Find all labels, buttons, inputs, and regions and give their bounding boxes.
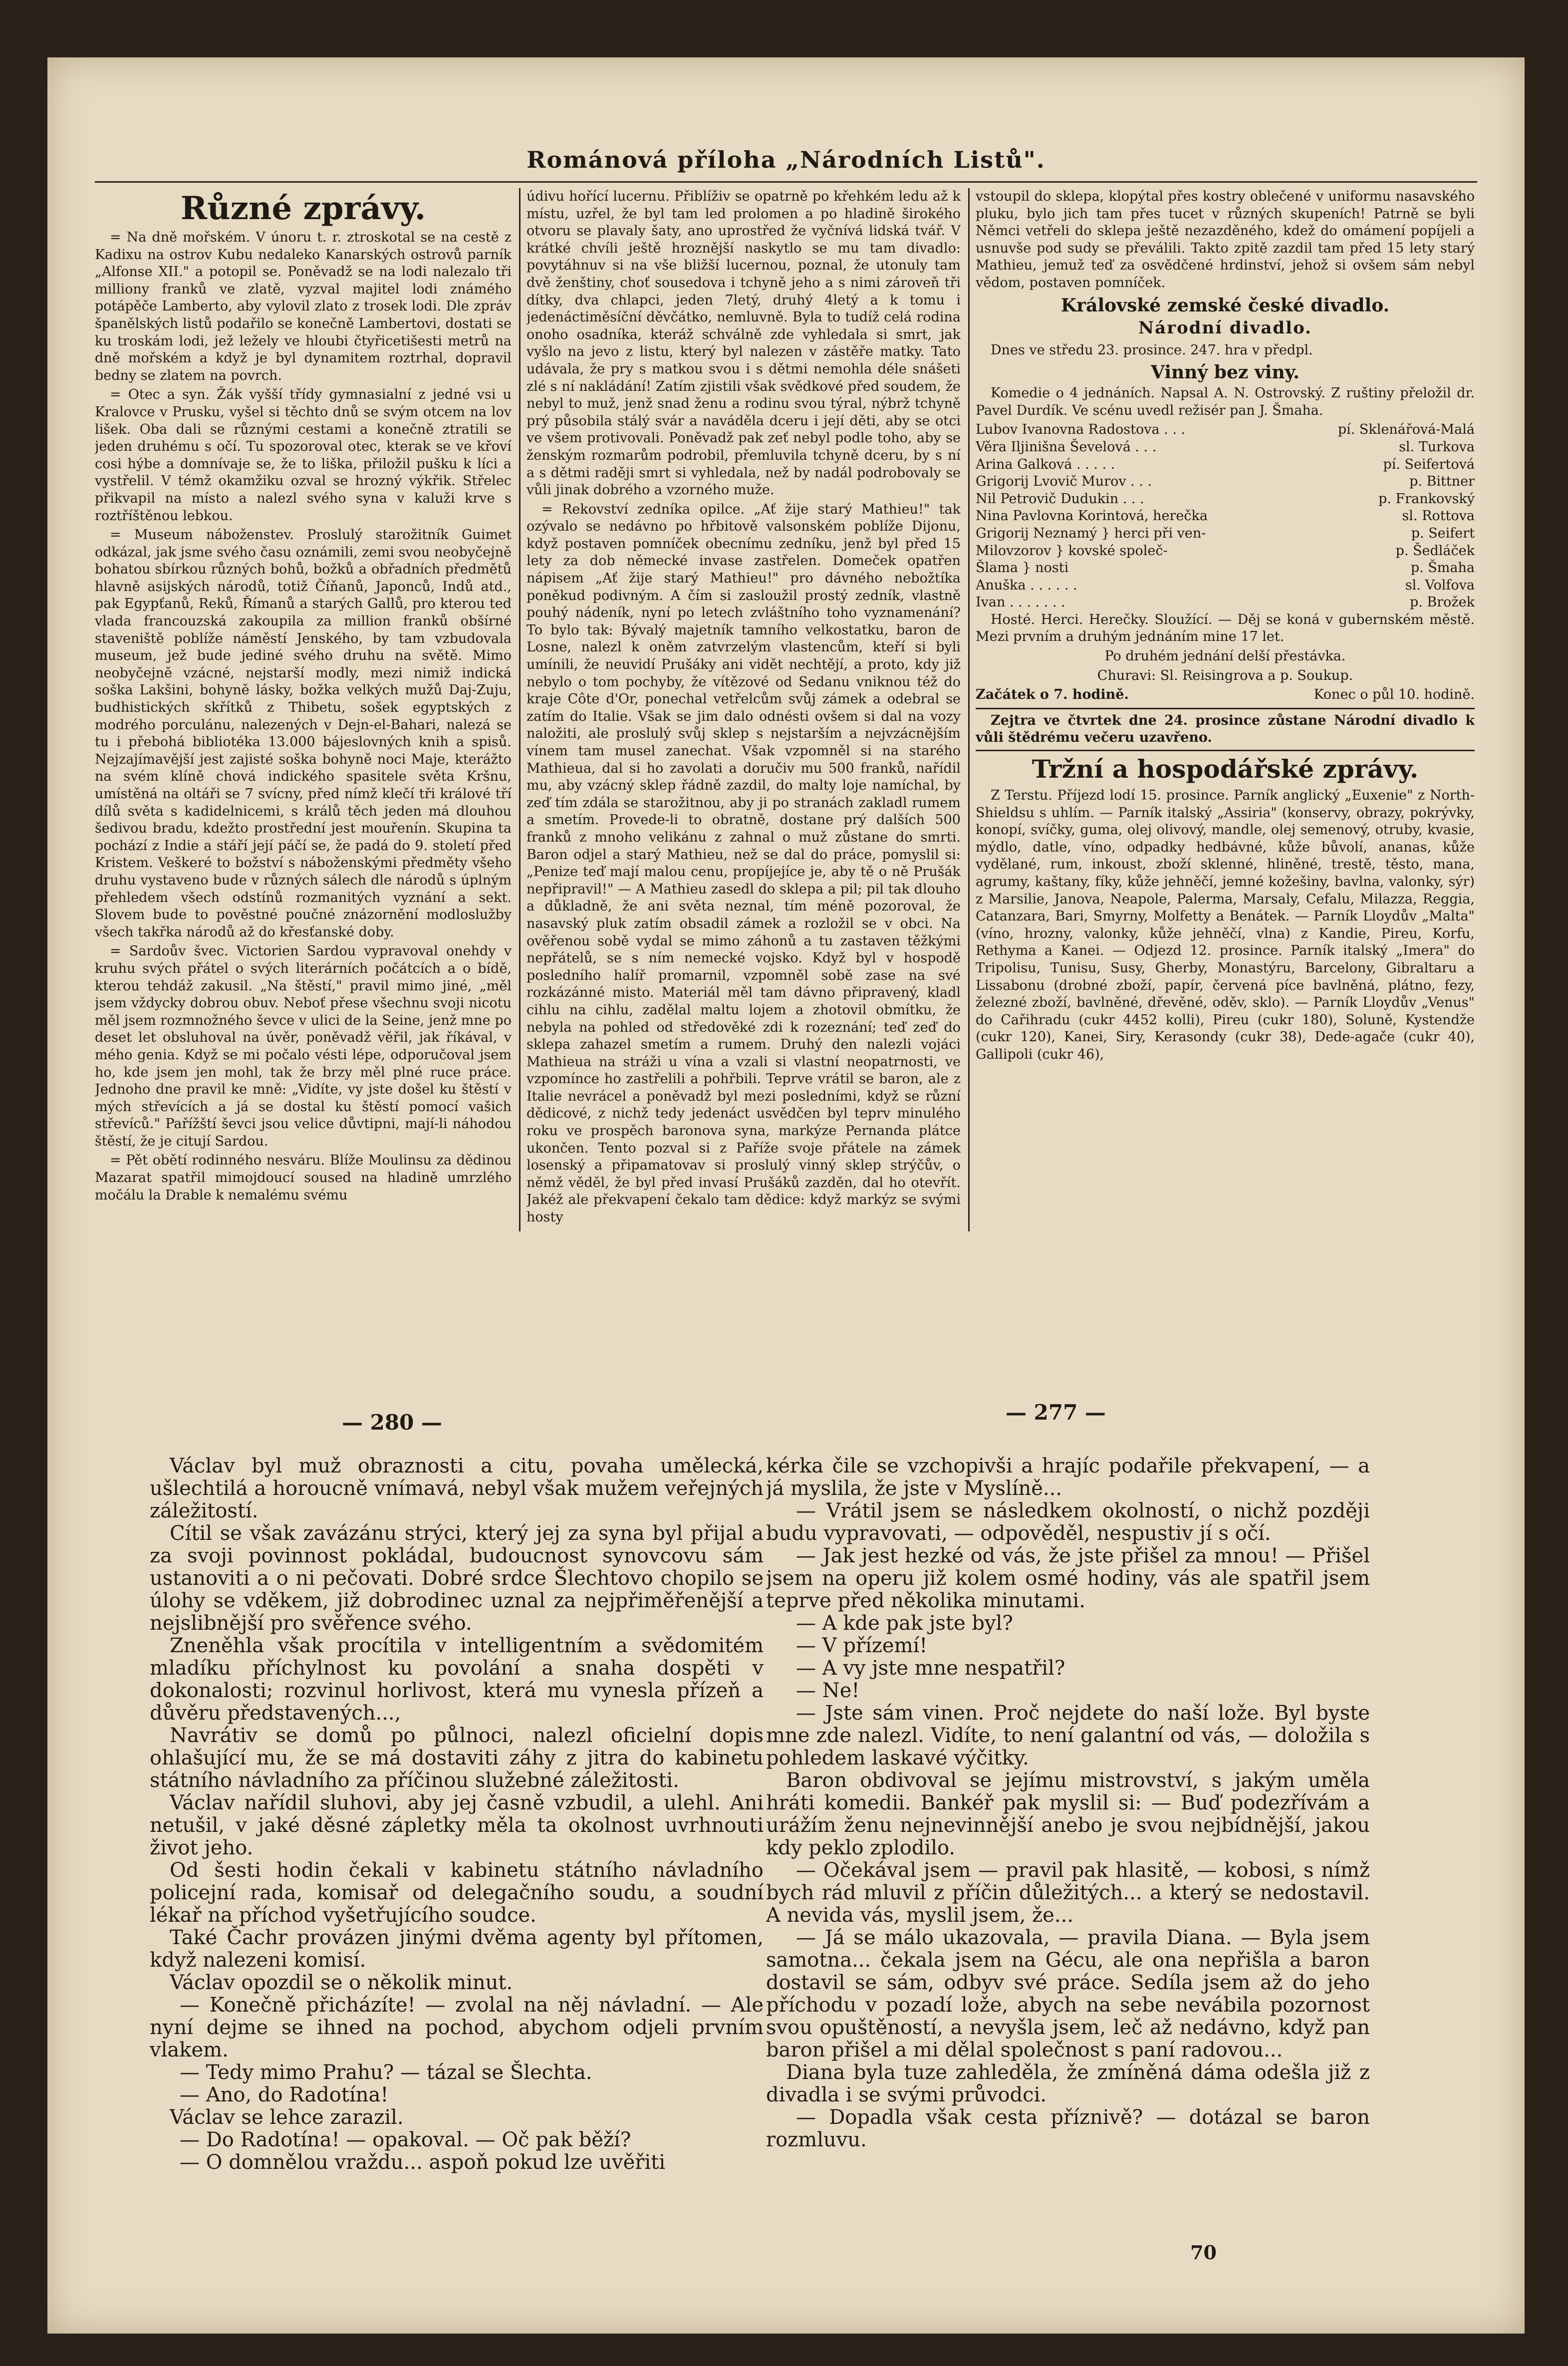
column-2 <box>526 188 961 1234</box>
cast-role: Nil Petrovič Dudukin . . . <box>976 491 1144 507</box>
cast-role: Nina Pavlovna Korintová, herečka <box>976 508 1208 524</box>
article-sardouv-svec: = Sardoův švec. Victorien Sardou vypravoval onehdy v kruhu svých přátel o svých literárních počátcích a o bídě, kterou tehdáž zakusil. „Na štěstí," pravil mimo jiné, „měl jsem vždycky dobrou obuv. Neboť přese všechnu svoji nicotu měl jsem rozmnožného ševce v ulici de la Seine, jenž mne po deset let obsluhoval na úvěr, poněvadž věřil, jak říkával, v mého genia. Když se mi počalo vésti lépe, odporučoval jsem ho, kde jsem jen mohl, tak že brzy měl plné ruce práce. Jednoho dne pravil ke mně: „Vidíte, vy jste došel ku štěstí v mých střevících a já se dostal ku štěstí pomocí vašich střevíců." Pařížští ševci jsou velice důvtipni, mají-li náhodou štěstí, že je citují Sardou. <box>95 943 512 1149</box>
novel-dialogue: — Očekával jsem — pravil pak hlasitě, — kobosi, s nímž bych rád mluvil z příčin důležitých... a který se nedostavil. A nevida vás, myslil jsem, že... <box>766 1859 1370 1927</box>
header-rule <box>95 181 1477 183</box>
theatre-rule <box>976 708 1475 709</box>
cast-actor: p. Brožek <box>1409 594 1475 610</box>
novel-left-column <box>150 1455 764 2279</box>
closing-notice: Zejtra ve čtvrtek dne 24. prosince zůstane Národní divadlo k vůli štědrému večeru uzavřeno. <box>976 712 1475 746</box>
novel-dialogue: — V přízemí! <box>796 1634 928 1657</box>
cast-row <box>976 421 1475 439</box>
cast-row <box>976 456 1475 474</box>
novel-dialogue: — Vrátil jsem se následkem okolností, o nichž později budu vypravovati, — odpověděl, nespustiv jí s očí. <box>766 1499 1370 1545</box>
cast-actor: pí. Sklenářová-Malá <box>1337 422 1475 438</box>
novel-right-column <box>766 1455 1370 2234</box>
novel-paragraph: Baron obdivoval se jejímu mistrovství, s jakým uměla hráti komedii. Bankéř pak myslil si: — Buď podezřívám a urážím ženu nejnevinnější anebo je svou nejbídnější, jakou kdy peklo zplodilo. <box>766 1769 1370 1859</box>
novel-paragraph: Od šesti hodin čekali v kabinetu státního návladního policejní rada, komisař od delegačního soudu, a soudní lékař na příchod vyšetřujícího soudce. <box>150 1859 764 1927</box>
novel-dialogue: — Tedy mimo Prahu? — tázal se Šlechta. <box>180 2061 592 2084</box>
churavi-note: Churavi: Sl. Reisingrova a p. Soukup. <box>1097 667 1353 683</box>
newspaper-page <box>47 57 1525 2334</box>
novel-paragraph: Navrátiv se domů po půlnoci, nalezl oficielní dopis ohlašující mu, že se má dostaviti záhy z jitra do kabinetu státního návladního za příčinou služebné záležitosti. <box>150 1724 764 1792</box>
cast-role: Šlama } nosti <box>976 560 1069 576</box>
novel-dialogue: — Jak jest hezké od vás, že jste přišel za mnou! — Přišel jsem na operu již kolem osmé hodiny, vás ale spatřil jsem teprve před několika minutami. <box>766 1544 1370 1612</box>
novel-dialogue: — Jste sám vinen. Proč nejdete do naší lože. Byl byste mne zde nalezl. Vidíte, to není galantní od vás, — doložila s pohledem laskavé výčitky. <box>766 1702 1370 1770</box>
novel-dialogue: — O domnělou vraždu... aspoň pokud lze uvěřiti <box>180 2151 666 2174</box>
novel-paragraph: Také Čachr provázen jinými dvěma agenty byl přítomen, když nalezeni komisí. <box>150 1926 764 1972</box>
cast-note: Hosté. Herci. Herečky. Sloužící. — Děj se koná v gubernském městě. Mezi prvním a druhým jednáním mine 17 let. <box>976 611 1475 645</box>
column-divider-2 <box>968 188 970 1231</box>
cast-role: Grigorij Lvovič Murov . . . <box>976 474 1152 490</box>
cast-row <box>976 439 1475 456</box>
cast-actor: p. Šedláček <box>1395 543 1475 559</box>
play-description: Komedie o 4 jednáních. Napsal A. N. Ostrovský. Z ruštiny přeložil dr. Pavel Durdík. Ve scénu uvedl režisér pan J. Šmaha. <box>976 385 1475 418</box>
novel-dialogue: — Konečně přicházíte! — zvolal na něj návladní. — Ale nyní dejme se ihned na pochod, abychom odjeli prvním vlakem. <box>150 1994 764 2062</box>
performance-line: Dnes ve středu 23. prosince. 247. hra v předpl. <box>991 342 1313 358</box>
page-number-left: — 280 — <box>342 1410 442 1435</box>
novel-dialogue: — A kde pak jste byl? <box>796 1612 1013 1635</box>
cast-row <box>976 577 1475 594</box>
article-continued: údivu hořící lucernu. Přiblíživ se opatrně po křehkém ledu až k místu, uzřel, že byl tam led prolomen a po hladině širokého otvoru se plavaly šaty, ano uprostřed že vyčnívá lidská tvář. V krátké chvíli ještě hroznější naskytlo se mu tam divadlo: povytáhnuv si na vše bližší lucernou, poznal, že utonuly tam dvě ženštiny, choť sousedova i tchyně jeho a s nimi zároveň tři dítky, dva chlapci, jeden 7letý, druhý 4letý a k tomu i jedenáctiměsíční děvčátko, nemluvně. Byla to tudíž celá rodina onoho osadníka, kteráž schválně zde vyhledala si smrt, jak vyšlo na jevo z listu, který byl nalezen v zástěře matky. Tato udávala, že pry s matkou svou i s dětmi nemohla déle snášeti zlé s ní nakládání! Zatím zjistili však svědkové před soudem, že nebyl to muž, jenž snad ženu a rodinu svou týral, nýbrž tchyně prý působila stálý svár a naváděla dceru i její děti, aby se otci ve všem protivovali. Poněvadž pak zeť nebyl podle toho, aby se ženským rozmarům podrobil, přemluvila tchyně dceru, by s ní a s dětmi raději smrt si vyhledala, než by nadál podrobovaly se vůli jinak dobrého a vzorného muže. <box>526 189 961 498</box>
page-header: Románová příloha „Národních Listů". <box>526 146 1045 173</box>
cast-role: Lubov Ivanovna Radostova . . . <box>976 422 1186 438</box>
article-rekovstvi-zednika: = Rekovství zedníka opilce. „Ať žije starý Mathieu!" tak ozývalo se nedávno po hřbitově valsonském poblíže Dijonu, když postaven pomníček obecnímu zedníku, jenž byl před 15 lety za dob německé invase zastřelen. Domeček opatřen nápisem „Ať žije starý Mathieu!" pro dávného nebožtíka poněkud podivným. A čím si zasloužil prostý zedník, vlastně pouhý nádeník, nyní po letech zvláštního toho vyznamenání? To bylo tak: Bývalý majetník tamního velkostatku, baron de Losne, nalezl k oněm zatvrzelým vlastencům, kteří si byli umínili, že neuvidí Prušáky ani vidět nechtějí, a proto, kdy již nebylo o tom pochyby, že vítězové od Sedanu vniknou též do kraje Côte d'Or, ponechal vetřelcům svůj zámek a odebral se zatím do Italie. Však se jim dalo odnésti ovšem si dal na vozy naložiti, ale proslulý svůj sklep s nejstarším a nejvzácnějším vínem tam musel zanechat. Však vzpomněl si na starého Mathieua, dal si ho zavolati a doručiv mu 500 franků, nařídil mu, aby vzácný sklep řádně zazdil, do malty loje namíchal, by zeď tím zdála se starožitnou, aby ji po stranách zakladl rumem a smetím. Provede-li to obratně, dostane prý dalších 500 franků z mnoho velikánu z zahnal o muž zůstane do smrti. Baron odjel a starý Mathieu, než se dal do práce, pomyslil si: „Penize teď mají malou cenu, propíjejíce je, aby tě o ně Prušák nepřipravil!" — A Mathieu zasedl do sklepa a pil; pil tak dlouho a důkladně, že ani světa neznal, tím méně pozoroval, že nasavský pluk zatím obsadil zámek a rozložil se v obci. Na ověřenou sobě vydal se mimo záhonů a tu zastaven těžkými nepřátelů, se s ním nemecké vojsko. Když byl v hospodě posledního halíř promarnil, vzpomněl sobě zase na své rozkázánné misto. Materiál měl tam dávno připravený, kladl cihlu na cihlu, zadělal maltu lojem a zhotovil obmítku, že nebyla na pohled od středověké zdi k rozeznání; teď zeď do sklepa zahazel smetím a rumem. Druhý den nalezli vojáci Mathieua na stráži u vína a vzali si vlastní neopatrnosti, ve vzpomínce ho zastřelili a pohřbili. Teprve vrátil se baron, ale z Italie nevrácel a poněvadž byl mezi posledními, když se různí dědicové, z nichž tedy jedenáct usvědčen byl teprv minulého roku ve prospěch baronova syna, markýze Pernanda plátce ukončen. Tento pozval si z Paříže svoje přátele na zámek losenský a připamatovav si proslulý vinný sklep strýčův, o němž věděl, že byl před invasí Prušáků zazděn, dal ho otevřít. Jakéž ale překvapení čekalo tam dědice: když markýz se svými hosty <box>526 501 961 1225</box>
market-report: Z Terstu. Příjezd lodí 15. prosince. Parník anglický „Euxenie" z North-Shieldsu s uhlím. — Parník italský „Assiria" (konservy, obrazy, pokrývky, konopí, svíčky, guma, olej olivový, mandle, olej semenový, otruby, kvasie, mýdlo, datle, víno, odpadky hedbávné, kůže bůvolí, ananas, kůže vydělané, rum, inkoust, zboží sklenné, hliněné, trestě, těsto, mana, agrumy, kaštany, fíky, kůže jehněčí, jemné kožešiny, bavlna, valonky, sýr) z Marsilie, Janova, Neapole, Palerma, Marsaly, Cefalu, Milazza, Reggia, Catanzara, Bari, Smyrny, Molfetty a Benátek. — Parník Lloydův „Malta" (víno, hrozny, valonky, kůže jehněčí, vlna) z Kandie, Pireu, Korfu, Rethyma a Kanei. — Odjezd 12. prosince. Parník italský „Imera" do Tripolisu, Tunisu, Susy, Gherby, Monastýru, Barcelony, Gibraltaru a Lissabonu (drobné zboží, papír, červená píce bavlněná, plátno, fezy, železné zboží, bavlněné, dřevěné, oděv, sklo). — Parník Lloydův „Venus" do Cařihradu (cukr 4452 kolli), Pireu (cukr 180), Soluně, Kystendže (cukr 120), Kanei, Siry, Kerasondy (cukr 38), Dede-agače (cukr 40), Gallipoli (cukr 46), <box>976 788 1475 1062</box>
novel-paragraph: Václav byl muž obraznosti a citu, povaha umělecká, ušlechtilá a horoucně vnímavá, nebyl však mužem veřejných záležitostí. <box>150 1455 764 1522</box>
times-row <box>976 686 1475 704</box>
section-title-ruzne-zpravy: Různé zprávy. <box>180 190 426 227</box>
market-rule <box>976 750 1475 751</box>
article-museum-nabozenstev: = Museum náboženstev. Proslulý starožitník Guimet odkázal, jak jsme svého času oznámili, zemi svou neobyčejně bohatou sbírkou různých bohů, božků a obřadních předmětů hlavně asijských národů, totiž Číňanů, Japonců, Indů atd., pak Egypťanů, Reků, Římanů a starých Gallů, pro kterou teď vlada francouzská zakoupila za million franků obšírné staveniště poblíže náměstí Jenského, by tam vzbudovala museum, jež bude jediné svého druhu na světě. Mimo neobyčejně vzácné, nejstarší modly, mezi nimiž indická soška Lakšini, bohyně lásky, božka velkých mužů Daj-Zuju, budhistických skřítků z Thibetu, sošek egyptských z modrého porculánu, nalezených v Dejn-el-Bahari, nalezá se tu i přebohá bibliotéka 13.000 bájeslovných knih a spisů. Nejzajímavější jest zajisté soška bohyně noci Maje, kterážto na svém klíně chová indického spasitele světa Kršnu, umístěná na oltáři se 7 svícny, před nímž klečí tři králové tří dílů světa s kadidelnicemi, s králů těch jeden má dlouhou šedivou bradu, kdežto prostřední jest mouřenín. Skupina ta pochází z Indie a stáří její páčí se, že padá do 9. století před Kristem. Veškeré to božství s náboženskými předměty všeho druhu vystaveno bude v různých sálech dle národů s úplným přehledem všech odstínů rozmanitých vyznání a sekt. Slovem bude to pověstné poučné znázornění modloslužby všech takřka národů až do křesťanské doby. <box>95 527 512 940</box>
article-otec-a-syn: = Otec a syn. Žák vyšší třídy gymnasialní z jedné vsi u Kralovce v Prusku, vyšel si těchto dnů se svým otcem na lov lišek. Oba dali se různými cestami a konečně ztratili se jeden druhému s očí. Tu spozoroval otec, kterak se ve křoví cosi hýbe a domnívaje se, že to liška, přiložil pušku k líci a vystřelil. V témž okamžiku ozval se hrozný výkřik. Střelec přikvapil na místo a nalezl svého syna v kaluži krve s roztříštěnou lebkou. <box>95 387 512 524</box>
cast-role: Arina Galková . . . . . <box>976 456 1115 472</box>
novel-paragraph: Cítil se však zavázánu strýci, který jej za syna byl přijal a za svoji povinnost pokládal, budoucnost synovcovu sám ustanoviti a o ni pečovati. Dobré srdce Šlechtovo chopilo se úlohy se vděkem, již dobrodinec uznal za nejpřiměřenější a nejslibnější pro svěřence svého. <box>150 1522 764 1635</box>
article-pet-obeti: = Pět obětí rodinného nesváru. Blíže Moulinsu za dědinou Mazarat spatřil mimojdoucí soused na hladině umrzlého močálu la Drable k nemalému svému <box>95 1153 512 1203</box>
novel-paragraph: Václav se lehce zarazil. <box>170 2106 404 2129</box>
cast-role: Věra Iljinišna Ševelová . . . <box>976 439 1157 455</box>
novel-paragraph: Václav nařídil sluhovi, aby jej časně vzbudil, a ulehl. Ani netušil, v jaké děsné zápletky měla ta okolnost uvrhnouti život jeho. <box>150 1791 764 1859</box>
cast-actor: p. Šmaha <box>1410 560 1475 576</box>
cast-role: Milovzorov } kovské společ- <box>976 543 1168 559</box>
cast-role: Grigorij Neznamý } herci při ven- <box>976 525 1206 541</box>
cast-row <box>976 473 1475 491</box>
article-continued-end: vstoupil do sklepa, klopýtal přes kostry oblečené v uniformu nasavského pluku, bylo jich tam přes tucet v různých skupeních! Patrně se byli Němci vetřeli do sklepa ještě nezazděného, kdež do omámení popíjeli a usnuvše pod sudy se převálili. Takto zpitě zazdil tam před 15 lety starý Mathieu, jemuž teď za osvědčené hrdinství, jehož si ovšem sám nebyl vědom, postaven pomníček. <box>976 189 1475 291</box>
cast-actor: p. Bittner <box>1409 474 1475 490</box>
novel-dialogue: — Ne! <box>796 1679 860 1702</box>
novel-dialogue: — Dopadla však cesta příznivě? — dotázal se baron rozmluvu. <box>766 2106 1370 2151</box>
cast-actor: sl. Turkova <box>1399 439 1475 455</box>
cast-row <box>976 543 1475 560</box>
start-time: Začátek o 7. hodině. <box>976 687 1129 703</box>
novel-paragraph: Václav opozdil se o několik minut. <box>170 1971 513 1994</box>
article-na-dne-morskem: = Na dně mořském. V únoru t. r. ztroskotal se na cestě z Kadixu na ostrov Kubu nedaleko Kanarských ostrovů parník „Alfonse XII." a potopil se. Poněvadž se na lodi nalezalo tři milliony franků ve zlatě, vyzval majitel lodi známého potápěče Lamberto, aby vylovil zlato z trosek lodi. Dle zpráv španělských listů podařilo se konečně Lambertovi, dostati se ku troskám lodi, jež ležely ve hloubi čtyřicetišesti metrů na dně mořském a když je byl dynamitem roztrhal, dopravil bedny se zlatem na povrch. <box>95 230 512 383</box>
novel-dialogue: — Já se málo ukazovala, — pravila Diana. — Byla jsem samotna... čekala jsem na Gécu, ale ona nepřišla a baron dostavil se sám, odbyv své práce. Sedíla jsem až do jeho příchodu v pozadí lože, abych na sebe nevábila pozornost svou opuštěností, a nevyšla jsem, leč až nedávno, když pan baron přišel a mi dělal společnost s paní radovou... <box>766 1926 1370 2062</box>
novel-dialogue: — Ano, do Radotína! <box>180 2083 389 2106</box>
column-3 <box>976 188 1475 1234</box>
cast-row <box>976 491 1475 508</box>
theatre-title: Královské zemské české divadlo. <box>1060 295 1390 316</box>
folio-number: 70 <box>1190 2241 1217 2264</box>
column-1 <box>95 188 512 1234</box>
cast-actor: sl. Volfova <box>1405 577 1475 593</box>
cast-actor: p. Seifert <box>1411 525 1475 541</box>
page-number-right: — 277 — <box>1006 1400 1106 1425</box>
cast-actor: sl. Rottova <box>1402 508 1475 524</box>
cast-actor: p. Frankovský <box>1378 491 1475 507</box>
intermission-note: Po druhém jednání delší přestávka. <box>1104 648 1346 664</box>
column-divider-1 <box>519 188 521 1231</box>
market-title: Tržní a hospodářské zprávy. <box>1032 754 1419 784</box>
novel-paragraph: Zneněhla však procítila v intelligentním a svědomitém mladíku příchylnost ku povolání a snaha dospěti v dokonalosti; rozvinul horlivost, která mu vynesla přízeň a důvěru představených..., <box>150 1634 764 1725</box>
cast-role: Ivan . . . . . . . <box>976 594 1065 610</box>
novel-paragraph: kérka čile se vzchopivši a hrajíc podařile překvapení, — a já myslila, že jste v Myslíně... <box>766 1455 1370 1500</box>
end-time: Konec o půl 10. hodině. <box>1313 687 1475 703</box>
cast-list <box>976 421 1475 611</box>
novel-dialogue: — A vy jste mne nespatřil? <box>796 1657 1065 1680</box>
cast-row <box>976 560 1475 577</box>
cast-actor: pí. Seifertová <box>1383 456 1475 472</box>
novel-dialogue: — Do Radotína! — opakoval. — Oč pak běží? <box>180 2128 631 2151</box>
novel-paragraph: Diana byla tuze zahleděla, že zmíněná dáma odešla již z divadla i se svými průvodci. <box>766 2061 1370 2106</box>
theatre-subtitle: Národní divadlo. <box>1138 317 1312 338</box>
cast-row <box>976 508 1475 525</box>
cast-row <box>976 594 1475 611</box>
cast-row <box>976 525 1475 543</box>
play-title: Vinný bez viny. <box>1151 362 1300 383</box>
cast-role: Anuška . . . . . . <box>976 577 1077 593</box>
